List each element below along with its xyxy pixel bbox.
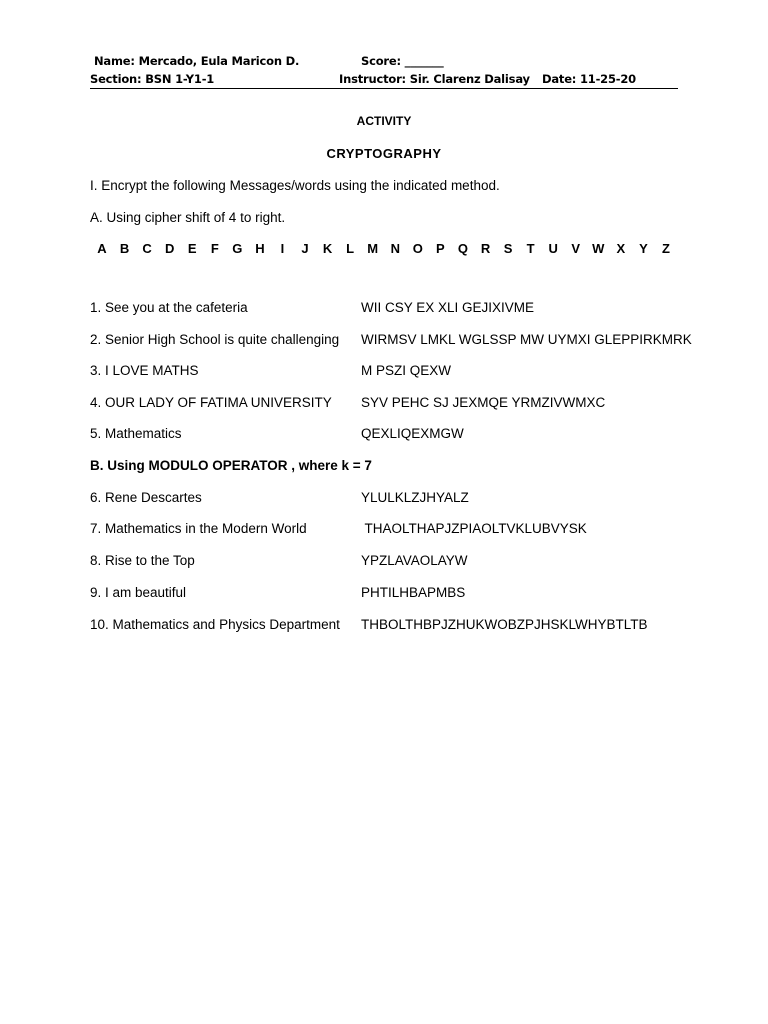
question-1: 1. See you at the cafeteria (90, 300, 248, 315)
question-2: 2. Senior High School is quite challenging (90, 332, 340, 347)
activity-label: ACTIVITY (356, 114, 412, 128)
answer-6: YLULKLZJHYALZ (361, 490, 469, 505)
alphabet-letter: I (280, 241, 285, 256)
alphabet-letter: J (301, 241, 309, 256)
alphabet-letter: O (412, 241, 423, 256)
alphabet-letter: T (526, 241, 535, 256)
question-5: 5. Mathematics (90, 426, 182, 441)
header-divider (90, 88, 678, 89)
answer-7: THAOLTHAPJZPIAOLTVKLUBVYSK (361, 521, 587, 536)
instruction-text: I. Encrypt the following Messages/words using the indicated method. (90, 178, 500, 193)
alphabet-letter: M (367, 241, 379, 256)
alphabet-letter: B (119, 241, 130, 256)
question-4: 4. OUR LADY OF FATIMA UNIVERSITY (90, 395, 332, 410)
answer-10: THBOLTHBPJZHUKWOBZPJHSKLWHYBTLTB (361, 617, 648, 632)
answer-2: WIRMSV LMKL WGLSSP MW UYMXI GLEPPIRKMRK (361, 332, 692, 347)
answer-9: PHTILHBAPMBS (361, 585, 466, 600)
question-8: 8. Rise to the Top (90, 553, 195, 568)
answer-5: QEXLIQEXMGW (361, 426, 464, 441)
question-6: 6. Rene Descartes (90, 490, 202, 505)
alphabet-letter: S (503, 241, 513, 256)
answer-1: WII CSY EX XLI GEJIXIVME (361, 300, 535, 315)
alphabet-letter: E (187, 241, 197, 256)
instructor-label: Instructor: Sir. Clarenz Dalisay (339, 72, 530, 86)
section-label: Section: BSN 1-Y1-1 (90, 72, 215, 86)
page-title: CRYPTOGRAPHY (326, 146, 442, 161)
question-9: 9. I am beautiful (90, 585, 187, 600)
alphabet-letter: Z (662, 241, 670, 256)
question-3: 3. I LOVE MATHS (90, 363, 199, 378)
alphabet-letter: G (232, 241, 243, 256)
alphabet-letter: N (390, 241, 400, 256)
part-b-heading: B. Using MODULO OPERATOR , where k = 7 (90, 458, 372, 473)
alphabet-letter: U (548, 241, 558, 256)
alphabet-letter: K (322, 241, 333, 256)
question-10: 10. Mathematics and Physics Department (90, 617, 340, 632)
question-7: 7. Mathematics in the Modern World (90, 521, 307, 536)
answer-8: YPZLAVAOLAYW (361, 553, 468, 568)
alphabet-letter: H (255, 241, 265, 256)
answer-4: SYV PEHC SJ JEXMQE YRMZIVWMXC (361, 395, 606, 410)
alphabet-letter: L (346, 241, 355, 256)
alphabet-letter: Q (457, 241, 469, 256)
alphabet-letter: W (592, 241, 605, 256)
alphabet-letter: Y (639, 241, 648, 256)
alphabet-letter: D (164, 241, 175, 256)
alphabet-letter: C (142, 241, 152, 256)
alphabet-letter: A (97, 241, 107, 256)
date-label: Date: 11-25-20 (542, 72, 636, 86)
alphabet-letter: V (571, 241, 581, 256)
answer-3: M PSZI QEXW (361, 363, 452, 378)
score-field: Score: _______ (361, 54, 444, 68)
alphabet-letter: R (480, 241, 491, 256)
alphabet-letter: X (616, 241, 626, 256)
student-name: Name: Mercado, Eula Maricon D. (94, 54, 300, 68)
alphabet-letter: F (210, 241, 219, 256)
part-a-heading: A. Using cipher shift of 4 to right. (90, 210, 286, 225)
alphabet-letter: P (436, 241, 445, 256)
